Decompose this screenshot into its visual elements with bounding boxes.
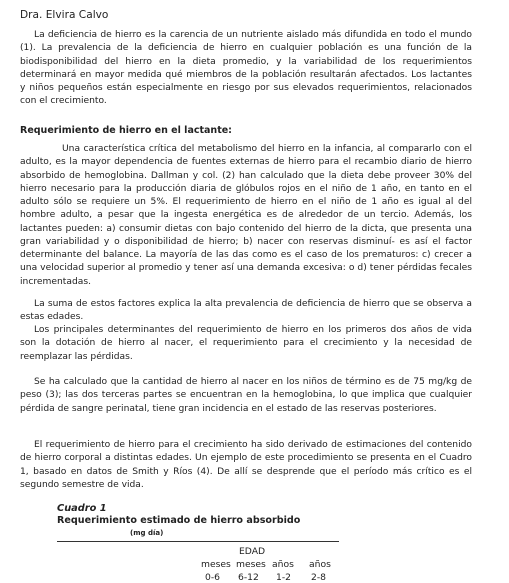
table-column-unit: años	[309, 559, 331, 570]
table-column-unit: años	[272, 559, 294, 570]
table-column-unit: meses	[201, 559, 231, 570]
table-title: Requerimiento estimado de hierro absorbido	[57, 515, 301, 526]
author-name: Dra. Elvira Calvo	[20, 9, 109, 21]
table-column-range: 1-2	[276, 572, 292, 583]
intro-paragraph: La deficiencia de hierro es la carencia de un nutriente aislado más difundida en todo el mundo (1). La prevalencia de la deficiencia de hierro en cualquier población es una función de la biodisponibilidad del hierro en la dieta promedio, y la variabilidad de los requerimientos determinará en mayor medida qué miembros de la población resultarán afectados. Los lactantes y niños pequeños están especialmente en riesgo por sus elevados requerimientos, relacionados con el crecimiento.	[20, 30, 472, 107]
paragraph-prevalence: La suma de estos factores explica la alta prevalencia de deficiencia de hierro que se observa a estas edades.	[20, 299, 472, 323]
table-top-rule	[57, 541, 339, 542]
paragraph-iron-at-birth: Se ha calculado que la cantidad de hierro al nacer en los niños de término es de 75 mg/kg de peso (3); las dos terceras partes se encuentran en la hemoglobina, lo que implica que cualquier pérdida de sangre perinatal, tiene gran incidencia en el estado de las reservas posteriores.	[20, 377, 472, 414]
table-column-range: 2-8	[311, 572, 327, 583]
paragraph-infant-metabolism: Una característica crítica del metabolismo del hierro en la infancia, al compararlo con el adulto, es la mayor dependencia de fuentes externas de hierro para el recambio diario de hierro absorbido de hemoglobina. Dallman y col. (2) han calculado que la dieta debe proveer 30% del hierro necesario para la producción diaria de glóbulos rojos en el niño de 1 año, en tanto en el adulto sólo se requiere un 5%. El requerimiento de hierro en el niño de 1 año es igual al del hombre adulto, a pesar que la ingesta energética es de alrededor de un tercio. Además, los lactantes pueden: a) consumir dietas con bajo contenido del hierro de la dicta, que presenta una gran variabilidad y o disponibilidad de hierro; b) nacer con reservas disminuí- es así el factor determinante del balance. La mayoría de las das como es el caso de los prematuros: c) crecer a una velocidad superior al promedio y tener así una demanda excesiva: o d) tener pérdidas fecales incrementadas.	[20, 144, 472, 287]
paragraph-growth-requirement: El requerimiento de hierro para el crecimiento ha sido derivado de estimaciones del contenido de hierro corporal a distintas edades. Un ejemplo de este procedimiento se presenta en el Cuadro 1, basado en datos de Smith y Ríos (4). De allí se desprende que el período más crítico es el segundo semestre de vida.	[20, 440, 472, 490]
table-column-range: 6-12	[238, 572, 259, 583]
paragraph-determinants: Los principales determinantes del requerimiento de hierro en los primeros dos años de vida son la dotación de hierro al nacer, el requerimiento para el crecimiento y la necesidad de reemplazar las pérdidas.	[20, 325, 472, 362]
table-unit: (mg día)	[130, 529, 164, 537]
table-caption: Cuadro 1	[57, 503, 107, 514]
table-group-header: EDAD	[239, 546, 266, 557]
section-heading: Requerimiento de hierro en el lactante:	[20, 125, 232, 136]
table-column-range: 0-6	[205, 572, 221, 583]
table-column-unit: meses	[236, 559, 266, 570]
